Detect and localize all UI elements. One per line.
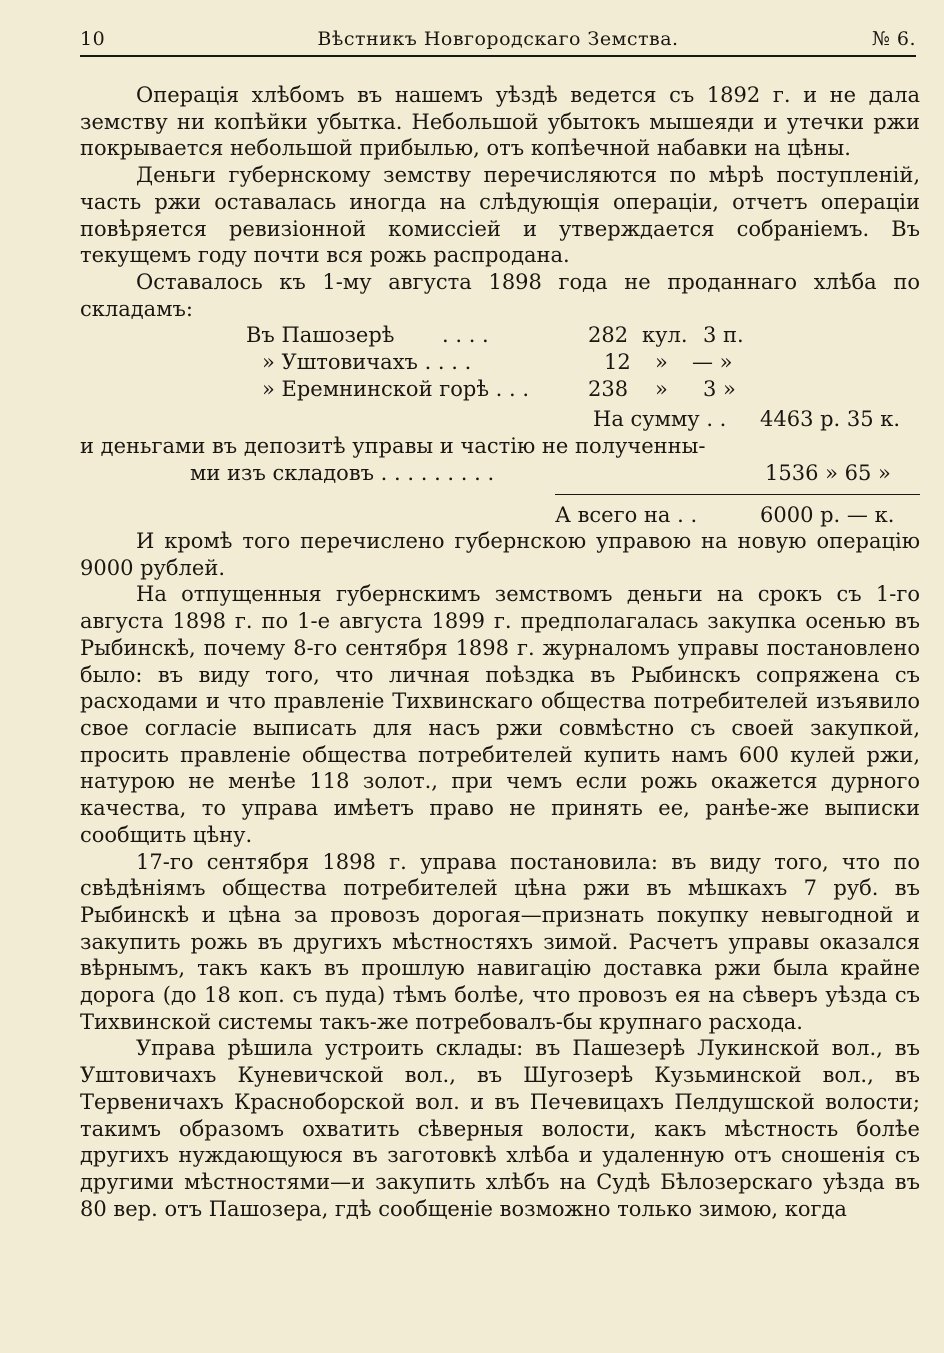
deposit-line-2: ми изъ складовъ . . . . . . . . .	[190, 461, 495, 486]
deposit-row	[80, 433, 920, 460]
row-dots: . . . .	[442, 323, 489, 348]
row-place: Въ Пашозерѣ	[246, 323, 395, 348]
issue-number: № 6.	[871, 28, 916, 50]
row-unit: »	[655, 376, 668, 401]
row-unit: кул.	[642, 323, 688, 348]
row-extra: 3 »	[703, 376, 736, 401]
total-label: А всего на . .	[555, 503, 698, 528]
header-rule	[80, 55, 916, 57]
grain-stock-table	[80, 322, 920, 528]
paragraph-4: И кромѣ того перечислено губернскою управою на новую операцію 9000 рублей.	[80, 529, 920, 580]
total-value: 6000 р. — к.	[760, 503, 895, 528]
deposit-value: 1536 » 65 »	[765, 461, 891, 486]
paragraph-7: Управа рѣшила устроить склады: въ Пашезерѣ Лукинской вол., въ Уштовичахъ Куневичской вол., въ Шугозерѣ Кузьминской вол., въ Тервеничахъ Красноборской вол. и въ Печевицахъ Пелдушской волости; такимъ образомъ охватить сѣверныя волости, какъ мѣстность болѣе другихъ нуждающуюся въ заготовкѣ хлѣба и удаленную отъ сношенія съ другими мѣстностями—и закупить хлѣбъ на Судѣ Бѣлозерскаго уѣзда въ 80 вер. отъ Пашозера, гдѣ сообщеніе возможно только зимою, когда	[80, 1036, 920, 1221]
row-qty: 12	[604, 350, 631, 375]
row-place: » Уштовичахъ . . . .	[262, 350, 472, 375]
table-row	[80, 376, 920, 403]
table-row	[80, 322, 920, 349]
paragraph-5: На отпущенныя губернскимъ земствомъ деньги на срокъ съ 1-го августа 1898 г. по 1-е августа 1899 г. предполагалась закупка осенью въ Рыбинскѣ, почему 8-го сентября 1898 г. журналомъ управы постановлено было: въ виду того, что личная поѣздка въ Рыбинскъ сопряжена съ расходами и что правленіе Тихвинскаго общества потребителей изъявило свое согласіе выписать для насъ ржи совмѣстно съ своей закупкой, просить правленіе общества потребителей купить намъ 600 кулей ржи, натурою не менѣе 118 золот., при чемъ если рожь окажется дурного качества, то управа имѣетъ право не принять ее, ранѣе-же выписки сообщить цѣну.	[80, 582, 920, 847]
row-place: » Еремнинской горѣ . . .	[262, 376, 530, 401]
paragraph-3: Оставалось къ 1-му августа 1898 года не проданнаго хлѣба по складамъ:	[80, 269, 920, 321]
row-extra: 3 п.	[703, 323, 744, 348]
running-header	[80, 28, 916, 56]
paragraph-1: Операція хлѣбомъ въ нашемъ уѣздѣ ведется съ 1892 г. и не дала земству ни копѣйки убытка. Небольшой убытокъ мышеяди и утечки ржи покрывается небольшой прибылью, отъ копѣечной набавки на цѣны.	[80, 83, 920, 161]
paragraph-6: 17-го сентября 1898 г. управа постановила: въ виду того, что по свѣдѣніямъ общества потребителей цѣна ржи въ мѣшкахъ 7 руб. въ Рыбинскѣ и цѣна за провозъ дорогая—признать покупку невыгодной и закупить рожь въ другихъ мѣстностяхъ зимой. Расчетъ управы оказался вѣрнымъ, такъ какъ въ прошлую навигацію доставка ржи была крайне дорога (до 18 коп. съ пуда) тѣмъ болѣе, что провозъ ея на сѣверъ уѣзда съ Тихвинской системы такъ-же потребовалъ-бы крупнаго расхода.	[80, 849, 920, 1034]
paragraph-2: Деньги губернскому земству перечисляются по мѣрѣ поступленій, часть ржи оставалась иногда на слѣдующія операціи, отчетъ операціи повѣряется ревизіонной комиссіей и утверждается собраніемъ. Въ текущемъ году почти вся рожь распродана.	[80, 163, 920, 268]
total-rule	[555, 494, 920, 495]
deposit-row	[80, 460, 920, 494]
row-qty: 282	[588, 323, 629, 348]
sum-row	[80, 402, 920, 433]
row-unit: »	[655, 350, 668, 375]
total-row	[80, 494, 920, 528]
row-extra: — »	[692, 350, 733, 375]
page-number: 10	[80, 28, 106, 50]
row-qty: 238	[588, 376, 629, 401]
journal-title: Вѣстникъ Новгородскаго Земства.	[317, 28, 679, 50]
deposit-line-1: и деньгами въ депозитѣ управы и частію не полученны-	[80, 434, 706, 459]
sum-label: На сумму . .	[593, 407, 727, 432]
sum-value: 4463 р. 35 к.	[760, 407, 901, 432]
table-row	[80, 349, 920, 376]
article-body	[80, 82, 920, 1222]
